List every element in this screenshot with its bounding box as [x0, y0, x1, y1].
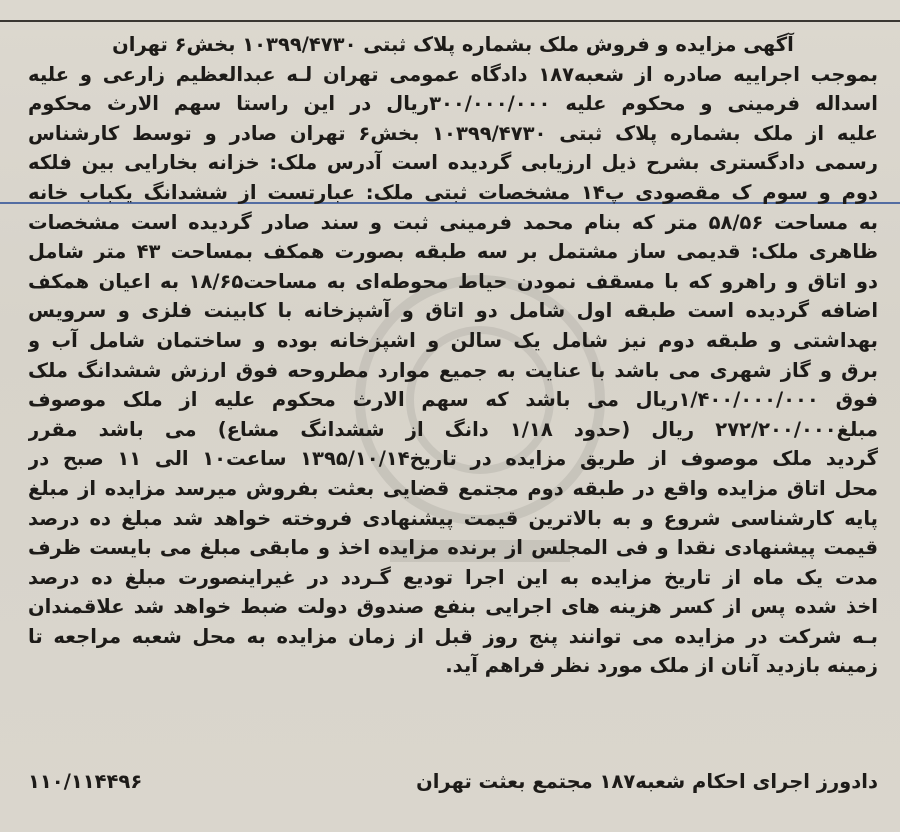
notice-signature: [28, 770, 878, 793]
notice-line: رسمی دادگستری بشرح ذیل ارزیابی گردیده است آدرس ملک: خزانه بخارایی بین فلکه: [28, 151, 878, 175]
notice-line: زمینه بازدید آنان از ملک مورد نظر فراهم آید.: [445, 654, 878, 678]
notice-line: دو اتاق و راهرو که با مسقف نمودن حیاط محوطه‌ای به مساحت۱۸/۶۵ به اعیان همکف: [28, 269, 878, 293]
notice-line: مبلغ۲۷۲/۲۰۰/۰۰۰ ریال (حدود ۱/۱۸ دانگ از ششدانگ مشاع) می باشد مقرر: [28, 417, 878, 441]
notice-line: گردید ملک موصوف از طریق مزایده در تاریخ۱۳۹۵/۱۰/۱۴ ساعت۱۰ الی ۱۱ صبح در: [28, 447, 878, 471]
notice-line: بهداشتی و طبقه دوم نیز شامل یک سالن و اشپزخانه بوده و ساختمان شامل آب و: [28, 328, 878, 352]
notice-line: دوم و سوم ک مقصودی پ۱۴ مشخصات ثبتی ملک: عبارتست از ششدانگ یکباب خانه: [28, 180, 878, 204]
auction-notice-text: [28, 30, 878, 681]
reference-number: ۱۱۰/۱۱۴۴۹۶: [28, 770, 143, 793]
notice-line: بموجب اجراییه صادره از شعبه۱۸۷ دادگاه عمومی تهران لـه عبدالعظیم زارعی و علیه: [28, 62, 878, 86]
signature-title: دادورز اجرای احکام شعبه۱۸۷ مجتمع بعثت تهران: [416, 770, 878, 793]
notice-line: ظاهری ملک: قدیمی ساز مشتمل بر سه طبقه بصورت همکف بمساحت ۴۳ متر شامل: [28, 240, 878, 264]
notice-title: آگهی مزایده و فروش ملک بشماره پلاک ثبتی ۱۰۳۹۹/۴۷۳۰ بخش۶ تهران: [112, 33, 794, 56]
notice-line: بـه شرکت در مزایده می توانند پنج روز قبل از زمان مزایده به محل شعبه مراجعه تا: [28, 624, 878, 648]
notice-line: مدت یک ماه از تاریخ مزایده به این اجرا تودیع گـردد در غیراینصورت مبلغ ده درصد: [28, 565, 878, 589]
notice-line: برق و گاز شهری می باشد با عنایت به جمیع موارد مطروحه فوق ارزش ششدانگ ملک: [28, 358, 878, 382]
notice-line: علیه از ملک بشماره پلاک ثبتی ۱۰۳۹۹/۴۷۳۰ بخش۶ تهران صادر و توسط کارشناس: [28, 121, 878, 145]
notice-line: اسداله فرمینی و محکوم علیه ۳۰۰/۰۰۰/۰۰۰ریال در این راستا سهم الارث محکوم: [28, 92, 878, 116]
notice-line: اخذ شده پس از کسر هزینه های اجرایی بنفع صندوق دولت ضبط خواهد شد علاقمندان: [28, 595, 878, 619]
top-border-rule: [0, 0, 900, 22]
notice-line: فوق ۱/۴۰۰/۰۰۰/۰۰۰ریال می باشد که سهم الارث محکوم علیه از ملک موصوف: [28, 388, 878, 412]
notice-line: به مساحت ۵۸/۵۶ متر که بنام محمد فرمینی ثبت و سند صادر گردیده است مشخصات: [28, 210, 878, 234]
notice-line: اضافه گردیده است طبقه اول شامل دو اتاق و آشپزخانه با کابینت فلزی و سرویس: [28, 299, 878, 323]
notice-line: پایه کارشناسی شروع و به بالاترین قیمت پیشنهادی فروخته خواهد شد مبلغ ده درصد: [28, 506, 878, 530]
notice-line: محل اتاق مزایده واقع در طبقه دوم مجتمع قضایی بعثت بفروش میرسد مزایده از مبلغ: [28, 476, 878, 500]
notice-line: قیمت پیشنهادی نقدا و فی المجلس از برنده مزایده اخذ و مابقی مبلغ می بایست ظرف: [28, 536, 878, 560]
